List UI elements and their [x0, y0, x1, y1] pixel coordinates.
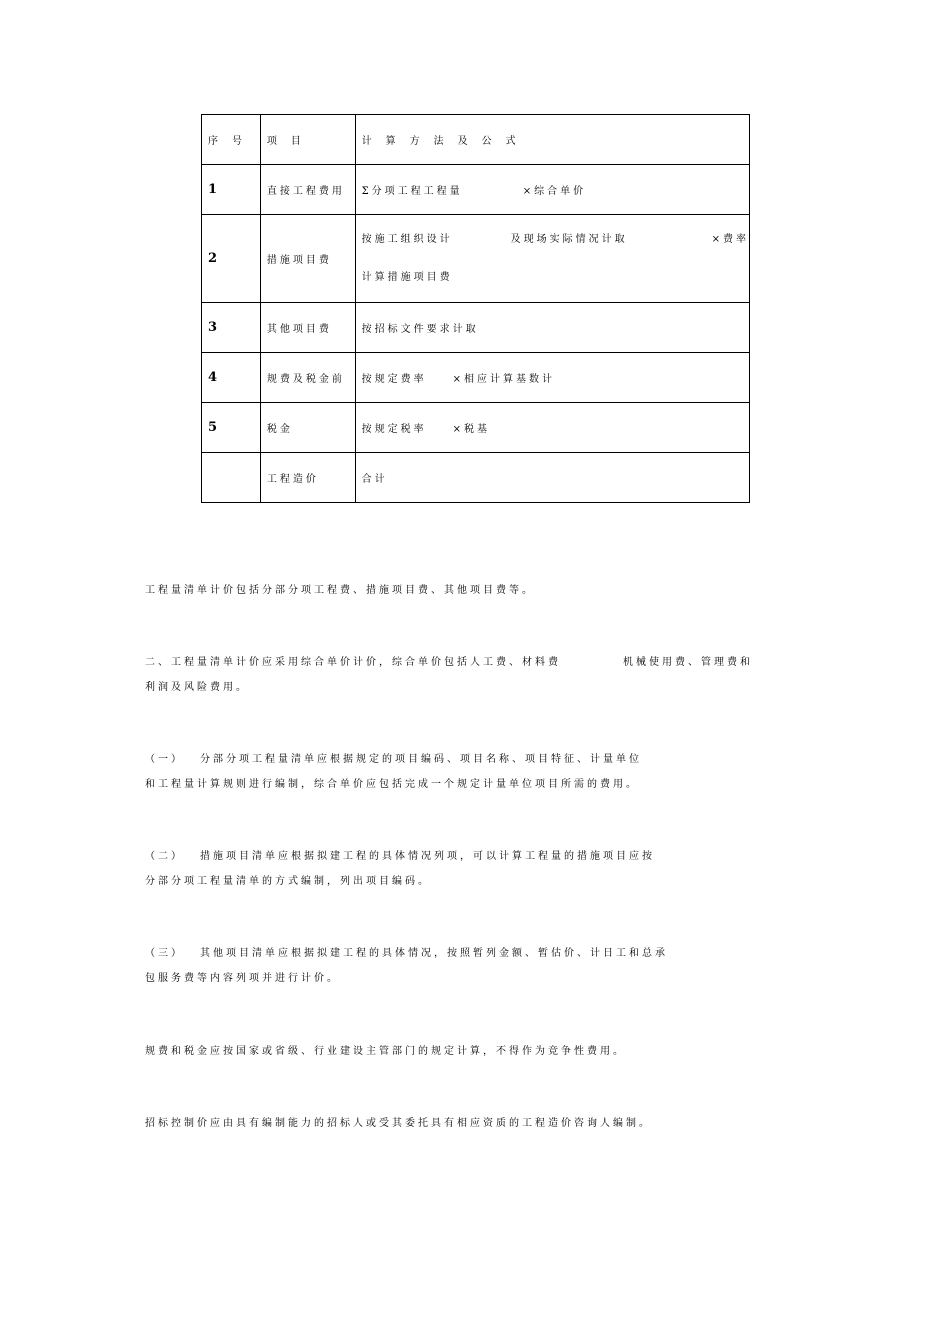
- row-name: 税金: [260, 403, 355, 453]
- paragraph-tag: 二、: [145, 657, 171, 668]
- row-formula: 按招标文件要求计取: [355, 303, 749, 353]
- paragraph-tag: （一）: [145, 754, 184, 765]
- paragraph-tag: （三）: [145, 948, 184, 959]
- paragraph-4: [145, 844, 655, 894]
- paragraph-text: 分部分项工程量清单应根据规定的项目编码、项目名称、项目特征、计量单位: [200, 754, 642, 765]
- formula-part: ×税基: [452, 424, 490, 435]
- paragraph-5: [145, 941, 668, 991]
- row-name: 工程造价: [260, 453, 355, 503]
- row-formula: [355, 215, 749, 303]
- table-header-row: [202, 115, 750, 165]
- formula-part: 按施工组织设计: [361, 233, 453, 245]
- formula-part: Σ分项工程工程量: [361, 186, 463, 197]
- paragraph-text: 机械使用费、管理费和: [623, 657, 753, 668]
- formula-part: 按规定费率: [361, 374, 427, 385]
- table-row: [202, 453, 750, 503]
- table-row: [202, 303, 750, 353]
- paragraph-7: 招标控制价应由具有编制能力的招标人或受其委托具有相应资质的工程造价咨询人编制。: [145, 1118, 652, 1129]
- formula-part: ×综合单价: [522, 186, 587, 197]
- paragraph-1: 工程量清单计价包括分部分项工程费、措施项目费、其他项目费等。: [145, 585, 535, 596]
- row-name: 规费及税金前: [260, 353, 355, 403]
- row-formula: [355, 353, 749, 403]
- paragraph-3: [145, 747, 642, 797]
- paragraph-tag: （二）: [145, 851, 184, 862]
- row-name: 措施项目费: [260, 215, 355, 303]
- row-no: 1: [202, 165, 261, 215]
- paragraph-text: 工程量清单计价应采用综合单价计价，综合单价包括人工费、材料费: [171, 657, 561, 668]
- formula-part: 及现场实际情况计取: [510, 233, 628, 245]
- table-row: [202, 403, 750, 453]
- paragraph-text: 措施项目清单应根据拟建工程的具体情况列项，可以计算工程量的措施项目应按: [200, 851, 655, 862]
- paragraph-text: 其他项目清单应根据拟建工程的具体情况，按照暂列金额、暂估价、计日工和总承: [200, 948, 668, 959]
- row-formula: [355, 403, 749, 453]
- row-no: 4: [202, 353, 261, 403]
- paragraph-text: 和工程量计算规则进行编制，综合单价应包括完成一个规定计量单位项目所需的费用。: [145, 779, 639, 790]
- formula-part: ×费率: [711, 233, 749, 245]
- paragraph-text: 包服务费等内容列项并进行计价。: [145, 973, 340, 984]
- paragraph-text: 分部分项工程量清单的方式编制，列出项目编码。: [145, 876, 431, 887]
- row-no: 5: [202, 403, 261, 453]
- row-no: [202, 453, 261, 503]
- row-formula: [355, 165, 749, 215]
- paragraph-text: 利润及风险费用。: [145, 682, 249, 693]
- table-row: [202, 165, 750, 215]
- formula-part: 按规定税率: [361, 424, 427, 435]
- row-name: 直接工程费用: [260, 165, 355, 215]
- formula-part: 计算措施项目费: [361, 271, 453, 283]
- header-no: 序号: [202, 115, 261, 165]
- table-row: [202, 215, 750, 303]
- row-no: 3: [202, 303, 261, 353]
- formula-part: ×相应计算基数计: [452, 374, 555, 385]
- paragraph-2: [145, 650, 753, 700]
- paragraph-6: 规费和税金应按国家或省级、行业建设主管部门的规定计算，不得作为竞争性费用。: [145, 1046, 626, 1057]
- header-formula: 计算方法及公式: [355, 115, 749, 165]
- fee-calculation-table: [201, 114, 750, 503]
- row-no: 2: [202, 215, 261, 303]
- table-row: [202, 353, 750, 403]
- row-formula: 合计: [355, 453, 749, 503]
- row-name: 其他项目费: [260, 303, 355, 353]
- header-name: 项目: [260, 115, 355, 165]
